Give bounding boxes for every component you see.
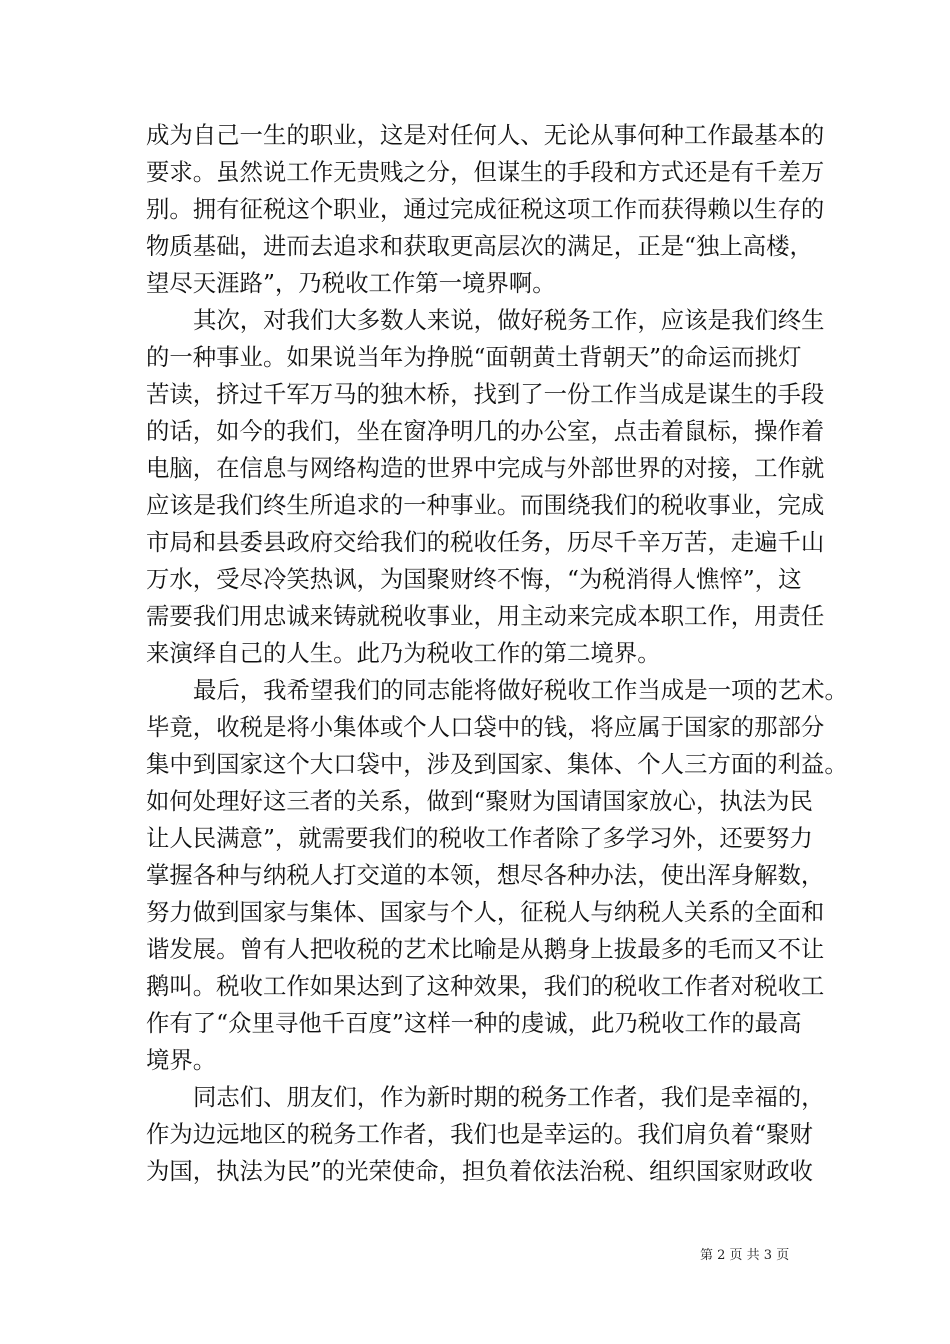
text-line: 应该是我们终生所追求的一种事业。而围绕我们的税收事业，完成 xyxy=(146,491,825,519)
text-line: 如何处理好这三者的关系，做到“聚财为国请国家放心，执法为民 xyxy=(146,787,813,815)
text-line: 物质基础，进而去追求和获取更高层次的满足，正是“独上高楼， xyxy=(146,232,813,260)
text-line: 境界。 xyxy=(146,1046,217,1074)
text-line: 作为边远地区的税务工作者，我们也是幸运的。我们肩负着“聚财 xyxy=(146,1120,813,1148)
paragraph-first-line: 其次，对我们大多数人来说，做好税务工作，应该是我们终生 xyxy=(193,306,825,334)
paragraph-first-line: 同志们、朋友们，作为新时期的税务工作者，我们是幸福的， xyxy=(193,1083,825,1111)
text-line: 集中到国家这个大口袋中，涉及到国家、集体、个人三方面的利益。 xyxy=(146,750,848,778)
text-line: 努力做到国家与集体、国家与个人，征税人与纳税人关系的全面和 xyxy=(146,898,825,926)
text-line: 毕竟，收税是将小集体或个人口袋中的钱，将应属于国家的那部分 xyxy=(146,713,825,741)
text-line: 电脑，在信息与网络构造的世界中完成与外部世界的对接，工作就 xyxy=(146,454,825,482)
text-line: 的话，如今的我们，坐在窗净明几的办公室，点击着鼠标，操作着 xyxy=(146,417,825,445)
text-line: 望尽天涯路”，乃税收工作第一境界啊。 xyxy=(146,269,556,297)
text-line: 万水，受尽冷笑热讽，为国聚财终不悔，“为税消得人憔悴”，这 xyxy=(146,565,802,593)
page-number-footer: 第 2 页 共 3 页 xyxy=(700,1248,790,1263)
text-line: 谐发展。曾有人把收税的艺术比喻是从鹅身上拔最多的毛而又不让 xyxy=(146,935,825,963)
text-line: 鹅叫。税收工作如果达到了这种效果，我们的税收工作者对税收工 xyxy=(146,972,825,1000)
text-line: 别。拥有征税这个职业，通过完成征税这项工作而获得赖以生存的 xyxy=(146,195,825,223)
text-line: 成为自己一生的职业，这是对任何人、无论从事何种工作最基本的 xyxy=(146,121,825,149)
text-line: 需要我们用忠诚来铸就税收事业，用主动来完成本职工作，用责任 xyxy=(146,602,825,630)
text-line: 为国，执法为民”的光荣使命，担负着依法治税、组织国家财政收 xyxy=(146,1157,813,1185)
text-line: 来演绎自己的人生。此乃为税收工作的第二境界。 xyxy=(146,639,661,667)
paragraph-first-line: 最后，我希望我们的同志能将做好税收工作当成是一项的艺术。 xyxy=(193,676,848,704)
text-line: 要求。虽然说工作无贵贱之分，但谋生的手段和方式还是有千差万 xyxy=(146,158,825,186)
text-line: 苦读，挤过千军万马的独木桥，找到了一份工作当成是谋生的手段 xyxy=(146,380,825,408)
text-line: 市局和县委县政府交给我们的税收任务，历尽千辛万苦，走遍千山 xyxy=(146,528,825,556)
text-line: 作有了“众里寻他千百度”这样一种的虔诚，此乃税收工作的最高 xyxy=(146,1009,802,1037)
text-line: 让人民满意”，就需要我们的税收工作者除了多学习外，还要努力 xyxy=(146,824,813,852)
text-line: 的一种事业。如果说当年为挣脱“面朝黄土背朝天”的命运而挑灯 xyxy=(146,343,802,371)
text-line: 掌握各种与纳税人打交道的本领，想尽各种办法，使出浑身解数， xyxy=(146,861,825,889)
